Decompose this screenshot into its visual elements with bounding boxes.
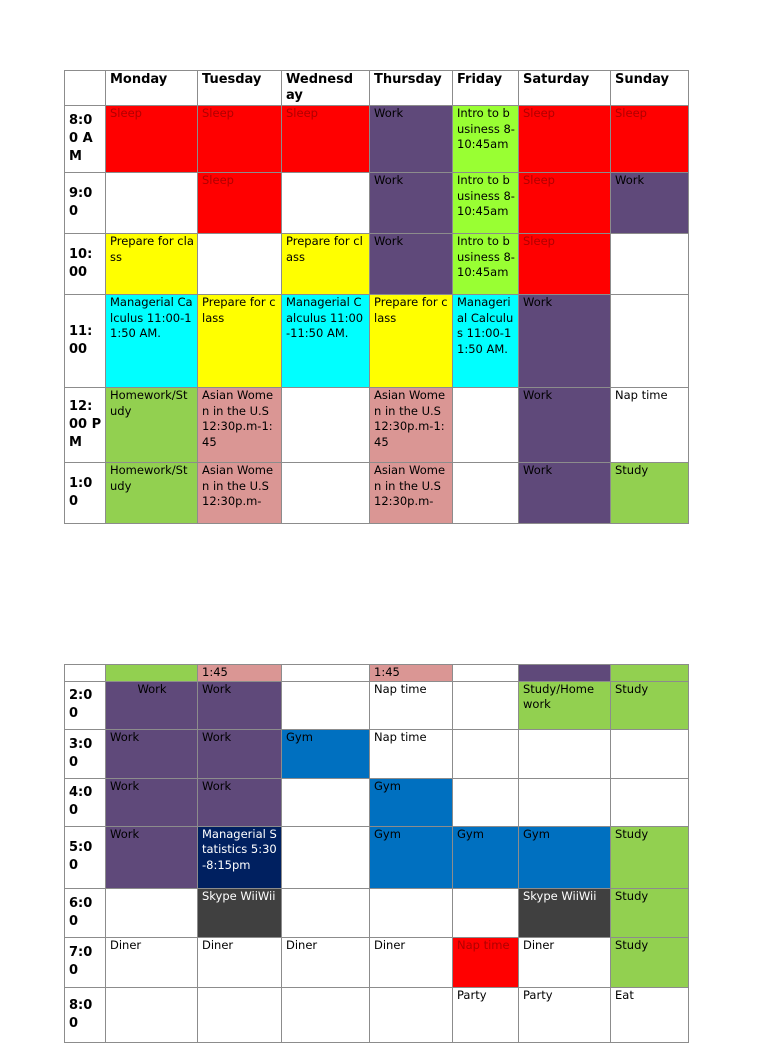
schedule-cell xyxy=(106,234,198,295)
activity-label: Work xyxy=(374,234,404,248)
schedule-cell xyxy=(453,173,519,234)
activity-label: Intro to business 8-10:45am xyxy=(457,106,515,151)
schedule-cell xyxy=(370,665,453,682)
schedule-row xyxy=(65,665,689,682)
schedule-cell xyxy=(453,388,519,463)
activity-label: Sleep xyxy=(202,173,234,187)
activity-label: Work xyxy=(523,463,553,477)
schedule-cell xyxy=(370,234,453,295)
schedule-cell xyxy=(519,987,611,1042)
schedule-cell xyxy=(282,234,370,295)
schedule-cell xyxy=(370,681,453,729)
schedule-cell xyxy=(106,463,198,524)
schedule-cell xyxy=(611,463,689,524)
schedule-cell xyxy=(370,463,453,524)
schedule-row xyxy=(65,106,689,173)
activity-label: Sleep xyxy=(286,106,318,120)
schedule-cell xyxy=(282,173,370,234)
schedule-cell xyxy=(519,888,611,937)
schedule-cell xyxy=(106,937,198,987)
activity-label: Study xyxy=(615,937,649,952)
activity-label: 1:45 xyxy=(202,665,228,679)
schedule-cell xyxy=(453,681,519,729)
activity-label: Sleep xyxy=(523,106,555,120)
schedule-cell xyxy=(106,388,198,463)
time-label: 12: 00 PM xyxy=(65,388,106,463)
activity-label: Nap time xyxy=(457,937,510,952)
schedule-row xyxy=(65,826,689,888)
activity-label: Work xyxy=(615,173,645,187)
schedule-row xyxy=(65,234,689,295)
activity-label: Sleep xyxy=(202,106,234,120)
schedule-cell xyxy=(370,729,453,778)
schedule-cell xyxy=(106,888,198,937)
schedule-cell xyxy=(611,681,689,729)
schedule-cell xyxy=(282,295,370,388)
activity-label: Nap time xyxy=(374,681,427,696)
schedule-cell xyxy=(453,295,519,388)
activity-label: Diner xyxy=(374,937,406,952)
schedule-cell xyxy=(370,388,453,463)
schedule-row xyxy=(65,729,689,778)
schedule-cell xyxy=(519,463,611,524)
schedule-cell xyxy=(282,681,370,729)
activity-label: Diner xyxy=(523,937,555,952)
schedule-cell xyxy=(106,106,198,173)
schedule-cell xyxy=(370,888,453,937)
schedule-cell xyxy=(106,681,198,729)
schedule-cell xyxy=(282,778,370,826)
time-label: 2:0 0 xyxy=(65,681,106,729)
schedule-cell xyxy=(282,888,370,937)
activity-label: Sleep xyxy=(110,106,142,120)
schedule-cell xyxy=(611,295,689,388)
schedule-row xyxy=(65,388,689,463)
time-label xyxy=(65,665,106,682)
header-row xyxy=(65,71,689,106)
schedule-cell xyxy=(453,729,519,778)
schedule-cell xyxy=(453,665,519,682)
time-label: 10: 00 xyxy=(65,234,106,295)
time-label: 1:0 0 xyxy=(65,463,106,524)
schedule-cell xyxy=(282,665,370,682)
activity-label: Work xyxy=(110,826,140,841)
time-label: 5:0 0 xyxy=(65,826,106,888)
schedule-cell xyxy=(106,665,198,682)
schedule-cell xyxy=(198,106,282,173)
activity-label: Work xyxy=(137,681,167,696)
schedule-cell xyxy=(611,937,689,987)
activity-label: Skype WiiWii xyxy=(523,888,597,903)
schedule-row xyxy=(65,681,689,729)
activity-label: Skype WiiWii xyxy=(202,888,276,903)
schedule-cell xyxy=(611,234,689,295)
schedule-cell xyxy=(106,295,198,388)
schedule-row xyxy=(65,937,689,987)
schedule-cell xyxy=(198,987,282,1042)
schedule-cell xyxy=(370,937,453,987)
schedule-cell xyxy=(370,173,453,234)
activity-label: Managerial Calculus 11:00-11:50 AM. xyxy=(110,295,193,340)
activity-label: Work xyxy=(523,388,553,402)
schedule-cell xyxy=(453,778,519,826)
activity-label: Gym xyxy=(286,729,313,744)
schedule-row xyxy=(65,778,689,826)
day-header: Wednesd ay xyxy=(282,71,370,106)
schedule-table-top xyxy=(64,70,689,524)
schedule-cell xyxy=(519,778,611,826)
activity-label: Nap time xyxy=(374,729,427,744)
schedule-cell xyxy=(453,826,519,888)
schedule-cell xyxy=(282,388,370,463)
schedule-cell xyxy=(453,987,519,1042)
time-label: 4:0 0 xyxy=(65,778,106,826)
schedule-cell xyxy=(370,826,453,888)
corner-cell xyxy=(65,71,106,106)
activity-label: Study xyxy=(615,826,649,841)
schedule-row xyxy=(65,295,689,388)
activity-label: Work xyxy=(374,106,404,120)
schedule-row xyxy=(65,463,689,524)
activity-label: Work xyxy=(202,681,232,696)
time-label: 8:0 0 xyxy=(65,987,106,1042)
schedule-cell xyxy=(370,295,453,388)
activity-label: Study xyxy=(615,888,649,903)
activity-label: Homework/Study xyxy=(110,388,188,418)
activity-label: Sleep xyxy=(615,106,647,120)
schedule-cell xyxy=(198,681,282,729)
activity-label: Managerial Calculus 11:00-11:50 AM. xyxy=(286,295,364,340)
schedule-row xyxy=(65,173,689,234)
time-label: 8:0 0 AM xyxy=(65,106,106,173)
activity-label: Intro to business 8-10:45am xyxy=(457,234,515,279)
schedule-cell xyxy=(611,106,689,173)
schedule-cell xyxy=(519,937,611,987)
activity-label: Asian Women in the U.S 12:30p.m-1:45 xyxy=(202,388,274,449)
schedule-cell xyxy=(611,888,689,937)
activity-label: Intro to business 8-10:45am xyxy=(457,173,515,218)
activity-label: Party xyxy=(457,987,487,1002)
time-label: 3:0 0 xyxy=(65,729,106,778)
schedule-cell xyxy=(106,729,198,778)
activity-label: Prepare for class xyxy=(374,295,448,325)
time-label: 7:0 0 xyxy=(65,937,106,987)
schedule-cell xyxy=(453,106,519,173)
time-label: 11: 00 xyxy=(65,295,106,388)
activity-label: Work xyxy=(202,729,232,744)
activity-label: Diner xyxy=(110,937,142,952)
schedule-cell xyxy=(106,987,198,1042)
activity-label: Gym xyxy=(374,778,401,793)
schedule-cell xyxy=(453,234,519,295)
schedule-cell xyxy=(453,888,519,937)
activity-label: Gym xyxy=(457,826,484,841)
schedule-cell xyxy=(106,826,198,888)
activity-label: Work xyxy=(110,729,140,744)
schedule-cell xyxy=(519,173,611,234)
schedule-cell xyxy=(519,681,611,729)
activity-label: Prepare for class xyxy=(286,234,363,264)
schedule-cell xyxy=(282,106,370,173)
schedule-row xyxy=(65,888,689,937)
time-label: 9:0 0 xyxy=(65,173,106,234)
schedule-cell xyxy=(611,665,689,682)
activity-label: Work xyxy=(374,173,404,187)
activity-label: Sleep xyxy=(523,173,555,187)
activity-label: Prepare for class xyxy=(110,234,194,264)
schedule-cell xyxy=(198,665,282,682)
day-header: Tuesday xyxy=(198,71,282,106)
schedule-cell xyxy=(519,729,611,778)
activity-label: Asian Women in the U.S 12:30p.m-1:45 xyxy=(374,388,446,449)
day-header: Monday xyxy=(106,71,198,106)
schedule-cell xyxy=(282,826,370,888)
schedule-row xyxy=(65,987,689,1042)
schedule-cell xyxy=(370,106,453,173)
schedule-cell xyxy=(282,937,370,987)
activity-label: Study/Home work xyxy=(523,681,595,711)
activity-label: 1:45 xyxy=(374,665,400,679)
schedule-cell xyxy=(198,778,282,826)
activity-label: Managerial Statistics 5:30-8:15pm xyxy=(202,826,277,872)
schedule-cell xyxy=(198,295,282,388)
schedule-cell xyxy=(611,729,689,778)
activity-label: Homework/Study xyxy=(110,463,188,493)
activity-label: Diner xyxy=(202,937,234,952)
activity-label: Prepare for class xyxy=(202,295,276,325)
schedule-cell xyxy=(370,987,453,1042)
schedule-cell xyxy=(453,463,519,524)
time-label: 6:0 0 xyxy=(65,888,106,937)
schedule-cell xyxy=(519,295,611,388)
activity-label: Work xyxy=(110,778,140,793)
activity-label: Gym xyxy=(523,826,550,841)
schedule-cell xyxy=(611,173,689,234)
schedule-cell xyxy=(611,987,689,1042)
schedule-cell xyxy=(198,388,282,463)
schedule-cell xyxy=(198,463,282,524)
activity-label: Nap time xyxy=(615,388,668,402)
schedule-cell xyxy=(198,888,282,937)
schedule-cell xyxy=(282,463,370,524)
schedule-cell xyxy=(519,665,611,682)
schedule-cell xyxy=(519,234,611,295)
activity-label: Asian Women in the U.S 12:30p.m- xyxy=(202,463,274,508)
activity-label: Sleep xyxy=(523,234,555,248)
activity-label: Work xyxy=(523,295,553,309)
schedule-cell xyxy=(519,388,611,463)
activity-label: Work xyxy=(202,778,232,793)
activity-label: Eat xyxy=(615,987,634,1002)
schedule-cell xyxy=(282,729,370,778)
schedule-cell xyxy=(282,987,370,1042)
schedule-cell xyxy=(611,388,689,463)
activity-label: Study xyxy=(615,681,649,696)
schedule-cell xyxy=(106,173,198,234)
activity-label: Manageri al Calculus 11:00-11:50 AM. xyxy=(457,295,514,356)
activity-label: Asian Women in the U.S 12:30p.m- xyxy=(374,463,446,508)
day-header: Friday xyxy=(453,71,519,106)
day-header: Saturday xyxy=(519,71,611,106)
schedule-cell xyxy=(106,778,198,826)
activity-label: Diner xyxy=(286,937,318,952)
day-header: Thursday xyxy=(370,71,453,106)
schedule-cell xyxy=(519,106,611,173)
schedule-table-bottom xyxy=(64,664,689,1043)
schedule-cell xyxy=(198,234,282,295)
schedule-cell xyxy=(519,826,611,888)
schedule-cell xyxy=(611,778,689,826)
schedule-cell xyxy=(611,826,689,888)
day-header: Sunday xyxy=(611,71,689,106)
schedule-cell xyxy=(370,778,453,826)
schedule-cell xyxy=(198,826,282,888)
activity-label: Party xyxy=(523,987,553,1002)
activity-label: Study xyxy=(615,463,649,477)
schedule-cell xyxy=(198,173,282,234)
schedule-cell xyxy=(198,729,282,778)
schedule-cell xyxy=(198,937,282,987)
activity-label: Gym xyxy=(374,826,401,841)
schedule-cell xyxy=(453,937,519,987)
